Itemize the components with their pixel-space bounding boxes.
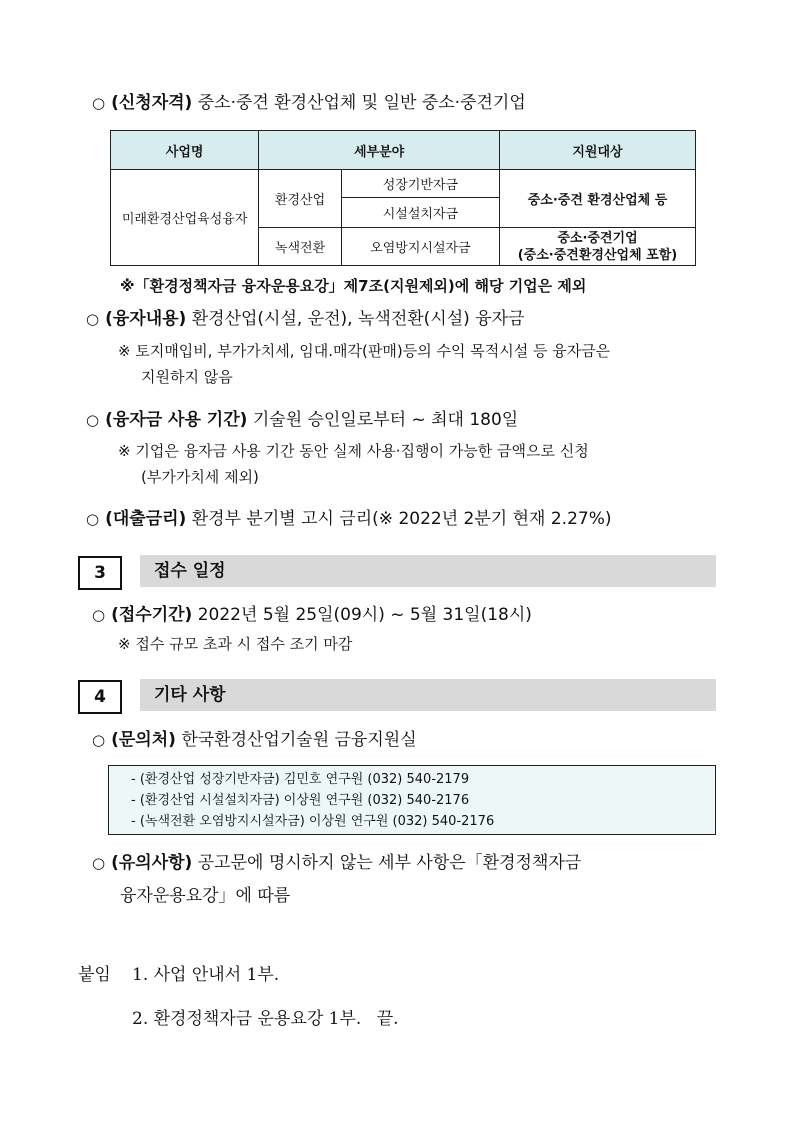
target-cell [499,228,695,266]
caution-line [92,852,581,874]
table-header: 지원대상 [499,131,695,170]
section-title: 기타 사항 [140,679,716,711]
loan-period-note: ※ 기업은 융자금 사용 기간 동안 실제 사용·집행이 가능한 금액으로 신청 [118,442,589,460]
exclusion-note: ※「환경정책자금 융자운용요강」제7조(지원제외)에 해당 기업은 제외 [120,277,587,295]
interest-text: 환경부 분기별 고시 금리(※ 2022년 2분기 현재 2.27%) [191,509,612,529]
target-cell: 중소·중견 환경산업체 등 [499,170,695,228]
category-cell: 환경산업 [259,170,342,228]
bullet-icon: ○ [92,731,106,749]
loan-content-label: (융자내용) [105,309,187,329]
category-cell: 녹색전환 [259,228,342,266]
item-cell: 성장기반자금 [341,170,499,198]
attachment-item: 1. 사업 안내서 1부. [132,965,280,985]
loan-content-note: ※ 토지매입비, 부가가치세, 임대.매각(판매)등의 수익 목적시설 등 융자금은 [118,342,611,360]
attachment-label: 붙임 [78,965,111,985]
contact-item: - (환경산업 성장기반자금) 김민호 연구원 (032) 540-2179 [131,772,470,787]
loan-content-line [86,308,524,330]
target-line: 중소·중견기업 [557,230,638,246]
contact-box [108,765,716,835]
attachment-end: 끝. [376,1009,399,1029]
support-table [110,130,696,266]
bullet-icon: ○ [86,310,100,328]
eligibility-label: (신청자격) [111,93,193,113]
item-cell: 오염방지시설자금 [341,228,499,266]
bullet-icon: ○ [86,510,100,528]
bullet-icon: ○ [92,94,106,112]
bullet-icon: ○ [92,606,106,624]
caution-label: (유의사항) [111,853,193,873]
loan-period-line [86,409,518,431]
target-line: (중소·중견환경산업체 포함) [517,247,678,263]
loan-content-note-cont: 지원하지 않음 [141,368,233,386]
section-number: 4 [78,680,122,714]
loan-period-text: 기술원 승인일로부터 ~ 최대 180일 [252,410,519,430]
caution-text: 공고문에 명시하지 않는 세부 사항은「환경정책자금 [197,853,582,873]
loan-period-note-cont: (부가가치세 제외) [141,468,259,486]
eligibility-line [92,92,526,114]
bullet-icon: ○ [86,411,100,429]
attachment-item [132,1008,399,1030]
table-header: 사업명 [111,131,259,170]
reception-text: 2022년 5월 25일(09시) ~ 5월 31일(18시) [197,605,532,625]
contact-item: - (녹색전환 오염방지시설자금) 이상원 연구원 (032) 540-2176 [131,814,495,829]
contact-line [92,729,417,751]
table-header: 세부분야 [259,131,500,170]
interest-line [86,508,611,530]
attachment-item-text: 2. 환경정책자금 운용요강 1부. [132,1009,362,1029]
reception-line [92,604,532,626]
caution-text-cont: 융자운용요강」에 따름 [120,886,291,906]
loan-period-label: (융자금 사용 기간) [105,410,248,430]
loan-content-text: 환경산업(시설, 운전), 녹색전환(시설) 융자금 [191,309,525,329]
contact-item: - (환경산업 시설설치자금) 이상원 연구원 (032) 540-2176 [131,793,470,808]
program-name: 미래환경산업육성융자 [111,170,259,266]
bullet-icon: ○ [92,854,106,872]
interest-label: (대출금리) [105,509,187,529]
reception-label: (접수기간) [111,605,193,625]
reception-note: ※ 접수 규모 초과 시 접수 조기 마감 [118,635,353,653]
contact-text: 한국환경산업기술원 금융지원실 [181,730,417,750]
item-cell: 시설설치자금 [341,198,499,228]
section-title: 접수 일정 [140,555,716,587]
contact-label: (문의처) [111,730,176,750]
eligibility-text: 중소·중견 환경산업체 및 일반 중소·중견기업 [197,93,526,113]
section-number: 3 [78,556,122,590]
